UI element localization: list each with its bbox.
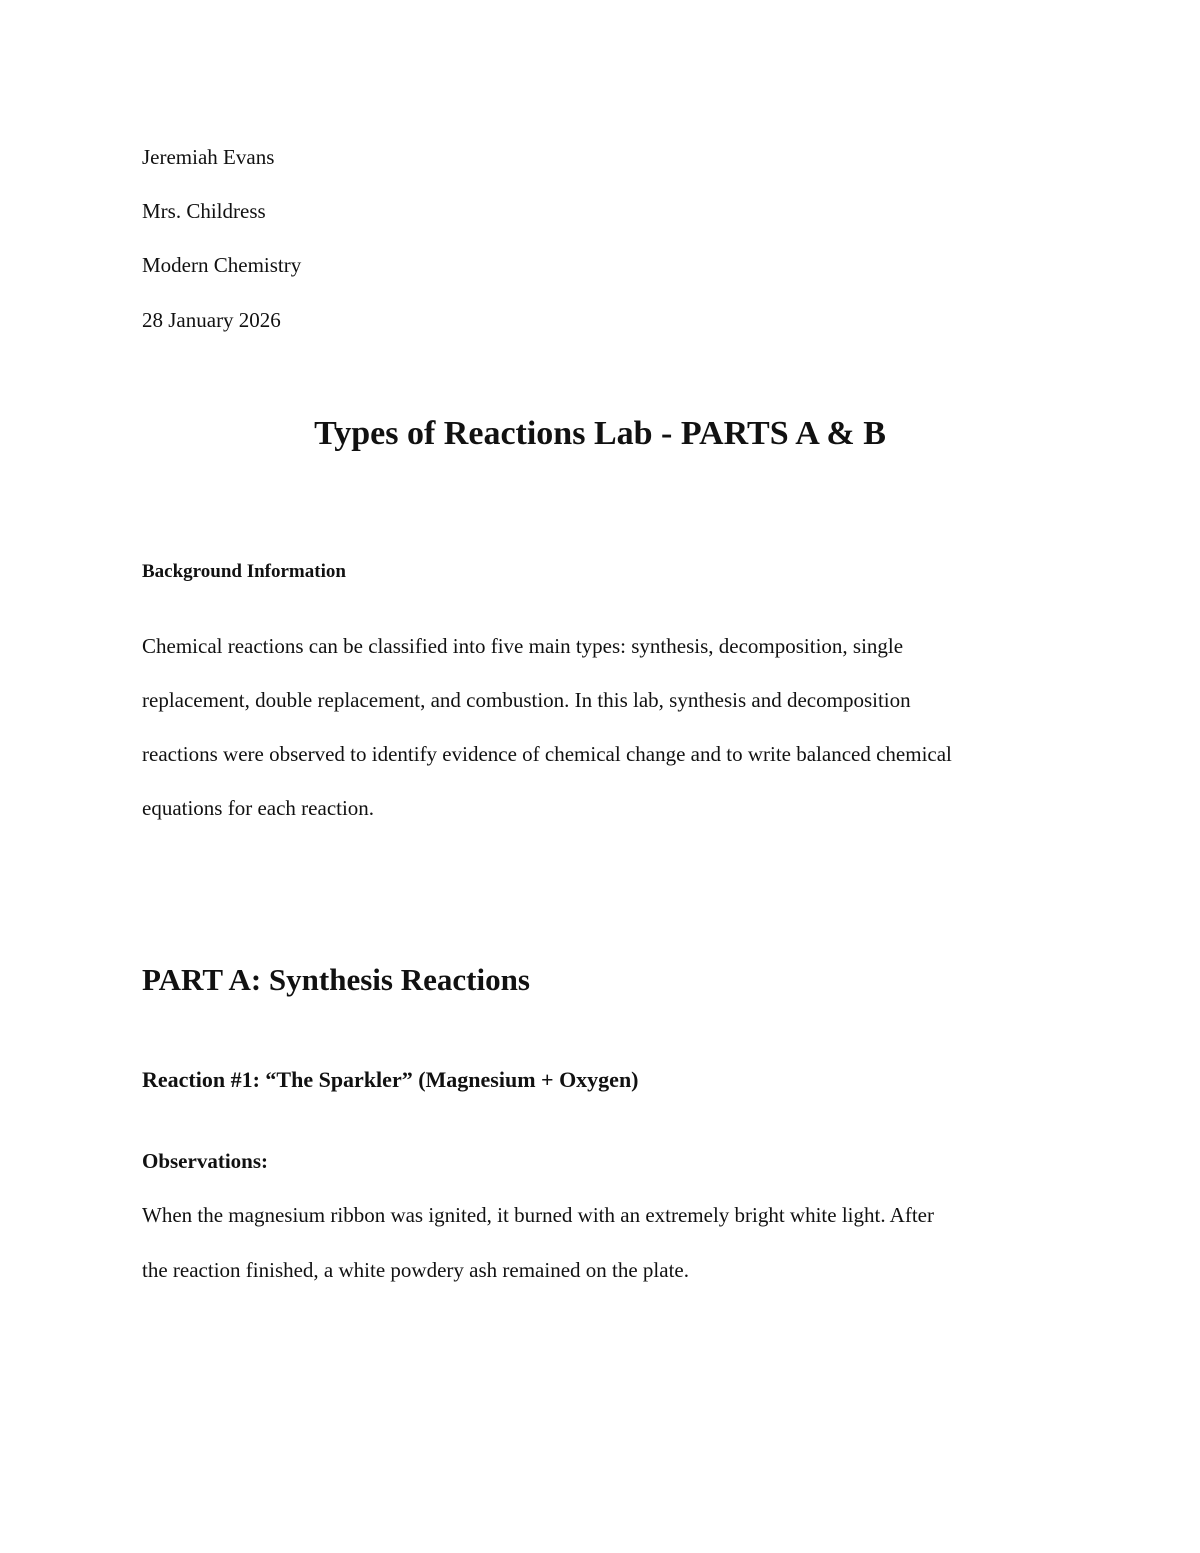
background-heading: Background Information — [142, 561, 346, 582]
observation-line: When the magnesium ribbon was ignited, it burned with an extremely bright white light. After — [142, 1203, 934, 1227]
student-name: Jeremiah Evans — [142, 145, 275, 169]
document-date: 28 January 2026 — [142, 308, 281, 332]
background-line: reactions were observed to identify evidence of chemical change and to write balanced chemical — [142, 742, 952, 766]
document-title: Types of Reactions Lab - PARTS A & B — [314, 415, 886, 452]
course-name: Modern Chemistry — [142, 253, 302, 277]
background-line: equations for each reaction. — [142, 796, 375, 820]
observations-label: Observations: — [142, 1149, 268, 1173]
reaction-1-heading: Reaction #1: “The Sparkler” (Magnesium + Oxygen) — [142, 1067, 639, 1092]
teacher-name: Mrs. Childress — [142, 199, 266, 223]
part-a-heading: PART A: Synthesis Reactions — [142, 962, 530, 997]
background-line: replacement, double replacement, and combustion. In this lab, synthesis and decomposition — [142, 688, 911, 712]
background-line: Chemical reactions can be classified into five main types: synthesis, decomposition, single — [142, 634, 904, 658]
observation-line: the reaction finished, a white powdery ash remained on the plate. — [142, 1258, 689, 1282]
